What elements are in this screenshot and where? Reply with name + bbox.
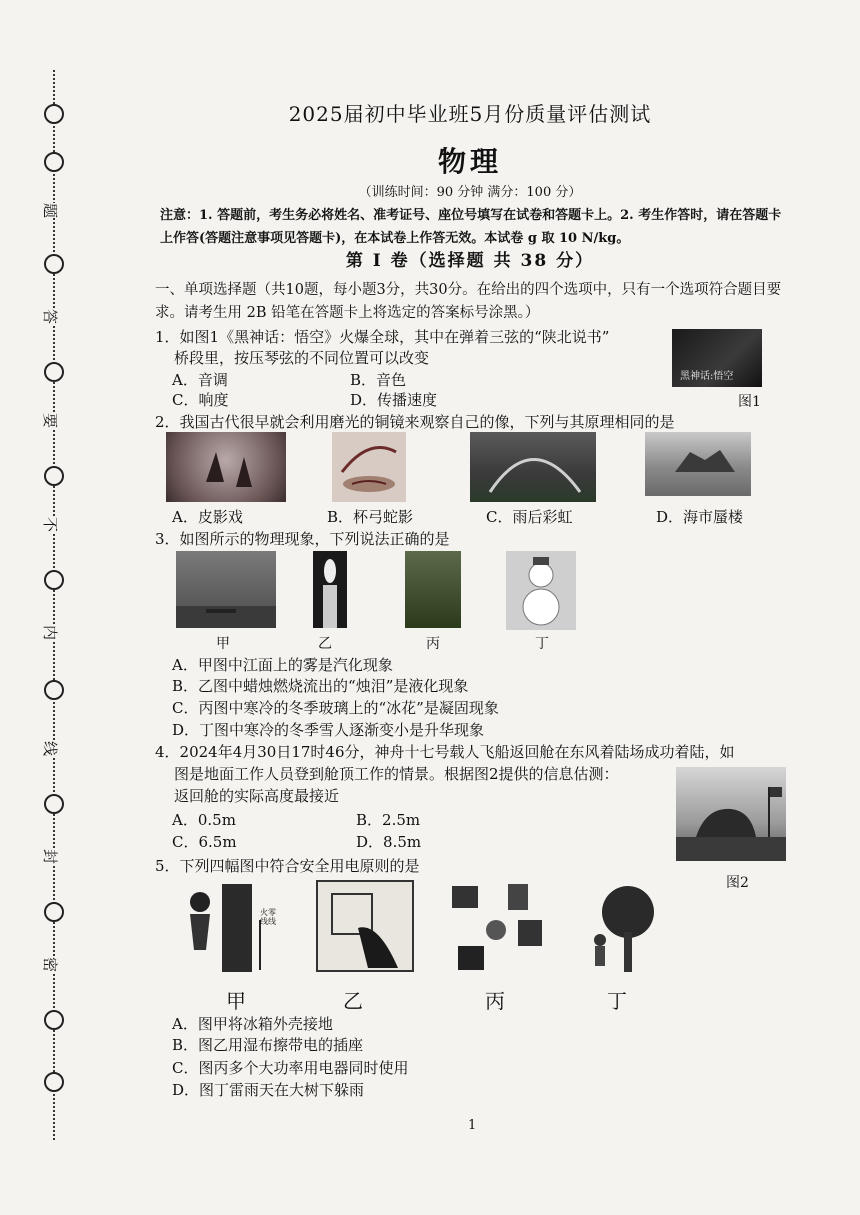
q2-image-cup-bow — [332, 432, 406, 502]
q3-option-c: C．丙图中寒冷的冬季玻璃上的“冰花”是凝固现象 — [172, 699, 499, 717]
q3-stem: 3．如图所示的物理现象，下列说法正确的是 — [155, 530, 450, 548]
q1-stem-cont: 桥段里，按压琴弦的不同位置可以改变 — [174, 349, 430, 367]
exam-notice: 注意：1. 答题前，考生务必将姓名、准考证号、座位号填写在试卷和答题卡上。2. 考生作答时，请在答题卡上作答(答题注意事项见答题卡)，在本试卷上作答无效。本试卷 g 取 10 N/kg。 — [160, 208, 782, 246]
q2-option-d: D．海市蜃楼 — [656, 508, 744, 526]
q1-option-a: A．音调 — [172, 371, 228, 389]
q2-image-rainbow — [470, 432, 596, 502]
binding-circle — [44, 794, 64, 814]
q1-option-d: D．传播速度 — [350, 391, 438, 409]
binding-circle — [44, 466, 64, 486]
margin-char: 题 — [41, 202, 60, 219]
margin-char: 封 — [41, 848, 60, 865]
exam-subject: 物理 — [437, 145, 502, 178]
q5-label-bing: 丙 — [485, 989, 505, 1013]
q1-option-c: C．响度 — [172, 391, 229, 409]
q1-stem: 1．如图1《黑神话：悟空》火爆全球，其中在弹着三弦的“陕北说书” — [155, 328, 610, 346]
figure-1-image — [672, 329, 762, 387]
exam-title: 2025届初中毕业班5月份质量评估测试 — [288, 102, 652, 126]
q2-option-b: B．杯弓蛇影 — [327, 508, 414, 526]
margin-char: 答 — [41, 308, 60, 325]
q3-image-fog — [176, 551, 276, 628]
binding-circle — [44, 362, 64, 382]
q3-option-d: D．丁图中寒冷的冬季雪人逐渐变小是升华现象 — [172, 721, 485, 739]
q4-option-b: B．2.5m — [356, 811, 421, 829]
binding-circle — [44, 570, 64, 590]
q4-option-d: D．8.5m — [356, 833, 422, 851]
binding-circle — [44, 680, 64, 700]
q4-stem-cont: 图是地面工作人员登到舱顶工作的情景。根据图2提供的信息估测： — [174, 765, 619, 783]
q2-option-a: A．皮影戏 — [172, 508, 243, 526]
section-intro: 一、单项选择题（共10题，每小题3分，共30分。在给出的四个选项中，只有一个选项符合题目要求。请考生用 2B 铅笔在答题卡上将选定的答案标号涂黑。） — [155, 282, 782, 321]
q5-fridge-label: 火零线线 — [260, 908, 276, 926]
binding-circle — [44, 902, 64, 922]
margin-char: 要 — [41, 412, 60, 429]
q3-image-ice-flowers — [405, 551, 461, 628]
part-title: 第 I 卷（选择题 共 38 分） — [345, 251, 595, 271]
margin-char: 内 — [41, 624, 60, 641]
figure-1-label: 图1 — [738, 394, 761, 410]
q3-image-snowman — [506, 551, 576, 630]
q4-option-a: A．0.5m — [172, 811, 236, 829]
q5-label-jia: 甲 — [226, 989, 246, 1013]
q4-option-c: C．6.5m — [172, 833, 237, 851]
q5-option-a: A．图甲将冰箱外壳接地 — [172, 1015, 333, 1033]
q4-stem: 4．2024年4月30日17时46分，神舟十七号载人飞船返回舱在东风着陆场成功着陆，如 — [155, 743, 735, 761]
binding-circle — [44, 1010, 64, 1030]
q2-image-mirage — [645, 432, 751, 496]
q5-option-d: D．图丁雷雨天在大树下躲雨 — [172, 1081, 365, 1099]
margin-char: 不 — [41, 516, 60, 533]
exam-meta: （训练时间：90 分钟 满分：100 分） — [358, 185, 582, 200]
q5-option-c: C．图丙多个大功率用电器同时使用 — [172, 1059, 409, 1077]
margin-char: 线 — [41, 740, 60, 757]
q5-option-b: B．图乙用湿布擦带电的插座 — [172, 1036, 364, 1054]
page-number: 1 — [468, 1118, 477, 1133]
binding-margin — [40, 70, 68, 1140]
q3-option-b: B．乙图中蜡烛燃烧流出的“烛泪”是液化现象 — [172, 677, 469, 695]
q1-option-b: B．音色 — [350, 371, 407, 389]
q5-image-tree — [578, 882, 660, 974]
q5-label-ding: 丁 — [607, 989, 627, 1013]
q5-label-yi: 乙 — [343, 989, 363, 1013]
q3-label-yi: 乙 — [318, 636, 332, 652]
binding-circle — [44, 1072, 64, 1092]
q3-label-jia: 甲 — [216, 636, 230, 652]
q3-label-ding: 丁 — [535, 636, 549, 652]
figure-2-label: 图2 — [726, 875, 749, 891]
figure-2-image — [676, 767, 786, 861]
q3-label-bing: 丙 — [426, 636, 440, 652]
q5-image-appliances — [448, 880, 546, 974]
margin-char: 密 — [41, 956, 60, 973]
q5-image-socket — [316, 880, 414, 972]
q2-stem: 2．我国古代很早就会利用磨光的铜镜来观察自己的像，下列与其原理相同的是 — [155, 413, 675, 431]
binding-dotted-line — [53, 70, 57, 1140]
q5-image-fridge — [176, 880, 292, 976]
q2-option-c: C．雨后彩虹 — [486, 508, 573, 526]
q5-stem: 5．下列四幅图中符合安全用电原则的是 — [155, 857, 420, 875]
figure-1-caption-text: 黑神话:悟空 — [680, 371, 734, 382]
q2-image-shadow-puppet — [166, 432, 286, 502]
q4-stem-cont2: 返回舱的实际高度最接近 — [174, 787, 340, 805]
q3-option-a: A．甲图中江面上的雾是汽化现象 — [172, 656, 393, 674]
q3-image-candle — [313, 551, 347, 628]
